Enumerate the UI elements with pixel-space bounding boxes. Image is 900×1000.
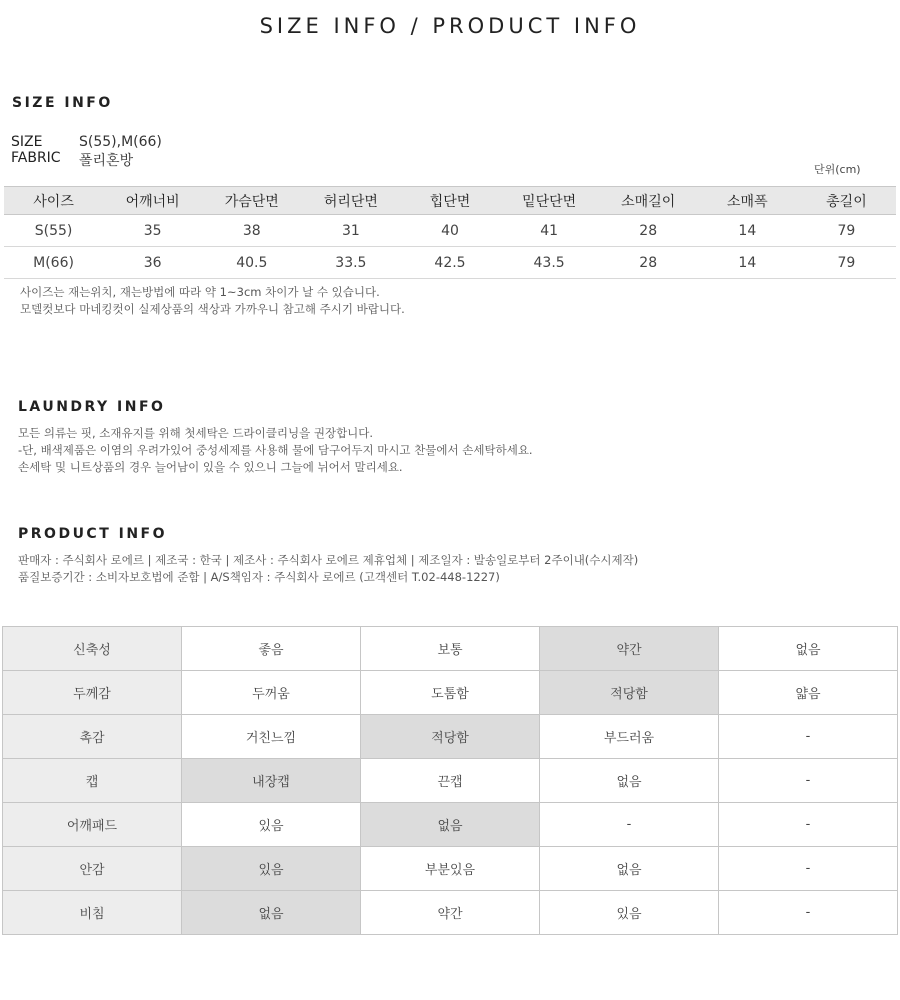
size-note-line: 모델컷보다 마네킹컷이 실제상품의 색상과 가까우니 참고해 주시기 바랍니다. bbox=[20, 302, 405, 316]
property-row bbox=[3, 627, 898, 671]
table-cell: 79 bbox=[797, 247, 896, 279]
property-option: 없음 bbox=[540, 847, 719, 891]
property-option-selected: 없음 bbox=[361, 803, 540, 847]
table-cell: 43.5 bbox=[500, 247, 599, 279]
property-option: - bbox=[540, 803, 719, 847]
table-cell: 33.5 bbox=[301, 247, 400, 279]
fabric-spec bbox=[11, 150, 133, 170]
property-option: 얇음 bbox=[719, 671, 898, 715]
size-spec bbox=[11, 134, 162, 150]
property-option: - bbox=[719, 847, 898, 891]
property-option: 거친느낌 bbox=[182, 715, 361, 759]
fabric-property-table bbox=[2, 626, 898, 935]
unit-note: 단위(cm) bbox=[814, 163, 861, 176]
size-note-line: 사이즈는 재는위치, 재는방법에 따라 약 1~3cm 차이가 날 수 있습니다. bbox=[20, 285, 380, 299]
laundry-line: 손세탁 및 니트상품의 경우 늘어남이 있을 수 있으니 그늘에 뉘어서 말리세요. bbox=[18, 460, 403, 474]
property-label: 두께감 bbox=[3, 671, 182, 715]
property-row bbox=[3, 803, 898, 847]
laundry-notes bbox=[18, 425, 533, 476]
fabric-value: 폴리혼방 bbox=[79, 153, 134, 169]
property-option: 부분있음 bbox=[361, 847, 540, 891]
page-title: SIZE INFO / PRODUCT INFO bbox=[259, 14, 641, 38]
property-option: 있음 bbox=[540, 891, 719, 935]
property-option-selected: 있음 bbox=[182, 847, 361, 891]
property-label: 캡 bbox=[3, 759, 182, 803]
header-cell: 힙단면 bbox=[400, 187, 499, 215]
table-cell: 14 bbox=[698, 247, 797, 279]
property-option: 끈캡 bbox=[361, 759, 540, 803]
product-line: 판매자 : 주식회사 로에르 | 제조국 : 한국 | 제조사 : 주식회사 로에르 제휴업체 | 제조일자 : 발송일로부터 2주이내(수시제작) bbox=[18, 553, 639, 567]
table-cell: 28 bbox=[599, 215, 698, 247]
property-option: - bbox=[719, 715, 898, 759]
header-cell: 가슴단면 bbox=[202, 187, 301, 215]
table-cell: M(66) bbox=[4, 247, 103, 279]
property-row bbox=[3, 759, 898, 803]
laundry-line: 모든 의류는 핏, 소재유지를 위해 첫세탁은 드라이클리닝을 권장합니다. bbox=[18, 426, 374, 440]
fabric-label: FABRIC bbox=[11, 150, 61, 166]
property-label: 비침 bbox=[3, 891, 182, 935]
table-cell: 40.5 bbox=[202, 247, 301, 279]
property-option: - bbox=[719, 891, 898, 935]
laundry-info-heading: LAUNDRY INFO bbox=[18, 399, 166, 415]
property-option-selected: 적당함 bbox=[540, 671, 719, 715]
table-cell: 28 bbox=[599, 247, 698, 279]
header-cell: 허리단면 bbox=[301, 187, 400, 215]
property-row bbox=[3, 671, 898, 715]
header-cell: 소매폭 bbox=[698, 187, 797, 215]
property-option-selected: 적당함 bbox=[361, 715, 540, 759]
size-table-header bbox=[4, 187, 896, 215]
header-cell: 밑단단면 bbox=[500, 187, 599, 215]
property-label: 신축성 bbox=[3, 627, 182, 671]
property-label: 안감 bbox=[3, 847, 182, 891]
table-row bbox=[4, 215, 896, 247]
property-option: 있음 bbox=[182, 803, 361, 847]
property-row bbox=[3, 891, 898, 935]
header-cell: 소매길이 bbox=[599, 187, 698, 215]
property-option: 좋음 bbox=[182, 627, 361, 671]
property-option: 부드러움 bbox=[540, 715, 719, 759]
table-cell: 42.5 bbox=[400, 247, 499, 279]
property-option-selected: 약간 bbox=[540, 627, 719, 671]
size-info-heading: SIZE INFO bbox=[12, 95, 113, 111]
laundry-line: -단, 배색제품은 이염의 우려가있어 중성세제를 사용해 물에 담구어두지 마시고 찬물에서 손세탁하세요. bbox=[18, 443, 533, 457]
table-cell: S(55) bbox=[4, 215, 103, 247]
size-label: SIZE bbox=[11, 134, 43, 150]
property-option: 보통 bbox=[361, 627, 540, 671]
header-cell: 사이즈 bbox=[4, 187, 103, 215]
property-option: 도톰함 bbox=[361, 671, 540, 715]
product-line: 품질보증기간 : 소비자보호법에 준함 | A/S책임자 : 주식회사 로에르 (고객센터 T.02-448-1227) bbox=[18, 570, 500, 584]
table-cell: 31 bbox=[301, 215, 400, 247]
property-label: 어깨패드 bbox=[3, 803, 182, 847]
table-cell: 41 bbox=[500, 215, 599, 247]
property-option-selected: 없음 bbox=[182, 891, 361, 935]
product-info-heading: PRODUCT INFO bbox=[18, 526, 168, 542]
table-cell: 14 bbox=[698, 215, 797, 247]
property-option: 없음 bbox=[719, 627, 898, 671]
table-cell: 79 bbox=[797, 215, 896, 247]
property-row bbox=[3, 715, 898, 759]
product-notes bbox=[18, 552, 638, 586]
property-option: - bbox=[719, 803, 898, 847]
property-option: 없음 bbox=[540, 759, 719, 803]
header-cell: 어깨너비 bbox=[103, 187, 202, 215]
property-option: 약간 bbox=[361, 891, 540, 935]
header-cell: 총길이 bbox=[797, 187, 896, 215]
table-cell: 40 bbox=[400, 215, 499, 247]
property-option-selected: 내장캡 bbox=[182, 759, 361, 803]
table-row bbox=[4, 247, 896, 279]
size-value: S(55),M(66) bbox=[79, 134, 162, 150]
table-cell: 35 bbox=[103, 215, 202, 247]
size-notes bbox=[20, 284, 405, 318]
property-option: - bbox=[719, 759, 898, 803]
size-table bbox=[4, 186, 896, 279]
table-cell: 36 bbox=[103, 247, 202, 279]
property-row bbox=[3, 847, 898, 891]
table-cell: 38 bbox=[202, 215, 301, 247]
property-label: 촉감 bbox=[3, 715, 182, 759]
property-option: 두꺼움 bbox=[182, 671, 361, 715]
